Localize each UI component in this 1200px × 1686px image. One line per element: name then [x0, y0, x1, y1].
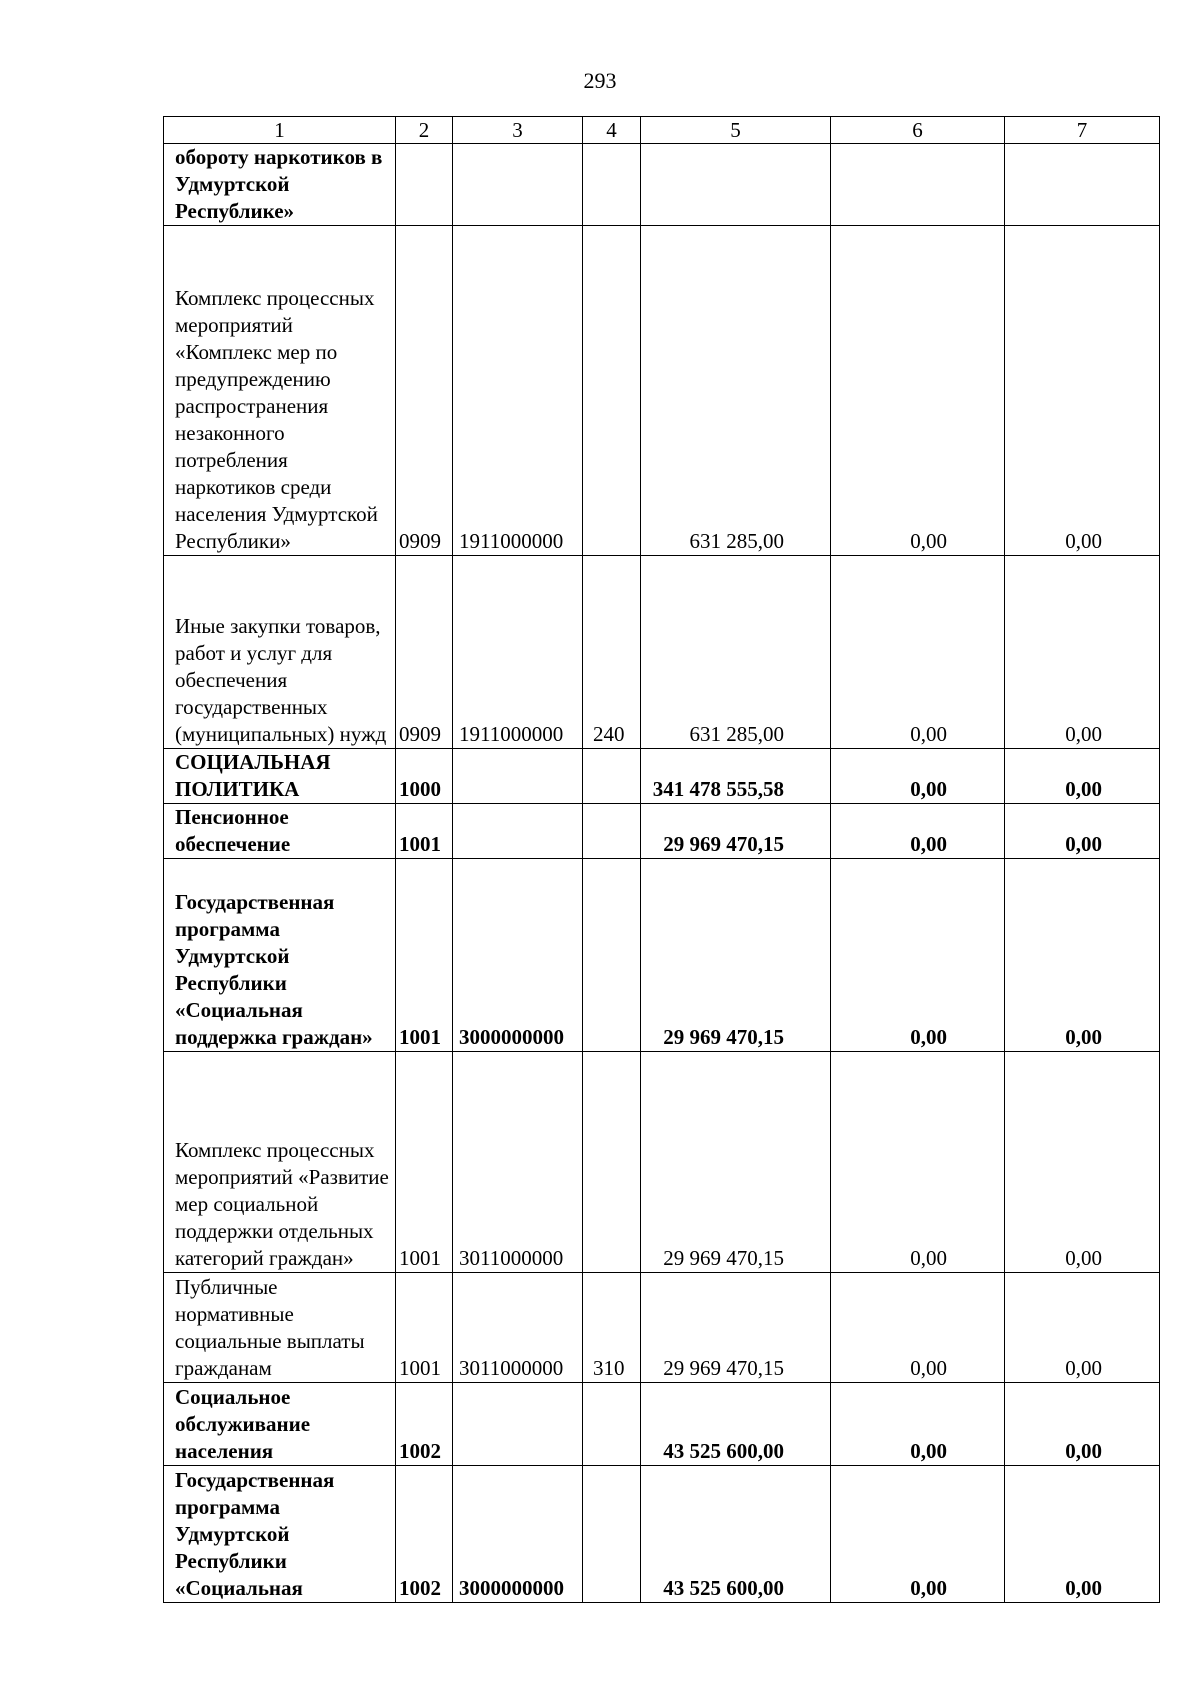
expense-type: 310: [583, 1273, 641, 1383]
section-code: 0909: [396, 226, 453, 556]
target-article: [453, 144, 583, 226]
expense-type: [583, 859, 641, 1052]
amount-col7: 0,00: [1005, 749, 1160, 804]
amount-col7: 0,00: [1005, 1273, 1160, 1383]
row-name: Комплекс процессных мероприятий «Развитие мер социальной поддержки отдельных категорий граждан»: [164, 1052, 396, 1273]
header-cell: 7: [1005, 117, 1160, 144]
section-code: 1001: [396, 1273, 453, 1383]
table-row: [164, 804, 1160, 859]
header-cell: 5: [641, 117, 831, 144]
table-row: [164, 859, 1160, 1052]
amount-col6: 0,00: [831, 804, 1005, 859]
amount-col5: 29 969 470,15: [641, 804, 831, 859]
table-row: [164, 556, 1160, 749]
amount-col7: 0,00: [1005, 804, 1160, 859]
amount-col6: 0,00: [831, 1052, 1005, 1273]
section-code: 1002: [396, 1466, 453, 1603]
section-code: [396, 144, 453, 226]
row-name: обороту наркотиков в Удмуртской Республике»: [164, 144, 396, 226]
row-name: Пенсионное обеспечение: [164, 804, 396, 859]
table-row: [164, 1052, 1160, 1273]
row-name: Государственная программа Удмуртской Республики «Социальная поддержка граждан»: [164, 859, 396, 1052]
page-number: 293: [583, 68, 617, 93]
target-article: 3000000000: [453, 859, 583, 1052]
budget-table: [163, 116, 1160, 1603]
expense-type: 240: [583, 556, 641, 749]
target-article: [453, 1383, 583, 1466]
section-code: 1000: [396, 749, 453, 804]
amount-col6: 0,00: [831, 1383, 1005, 1466]
section-code: 0909: [396, 556, 453, 749]
row-name: Иные закупки товаров, работ и услуг для обеспечения государственных (муниципальных) нужд: [164, 556, 396, 749]
table-row: [164, 226, 1160, 556]
expense-type: [583, 1052, 641, 1273]
expense-type: [583, 226, 641, 556]
expense-type: [583, 144, 641, 226]
amount-col5: 43 525 600,00: [641, 1466, 831, 1603]
target-article: [453, 749, 583, 804]
header-cell: 1: [164, 117, 396, 144]
header-cell: 6: [831, 117, 1005, 144]
amount-col7: 0,00: [1005, 556, 1160, 749]
amount-col7: 0,00: [1005, 1383, 1160, 1466]
amount-col5: 29 969 470,15: [641, 859, 831, 1052]
target-article: 3011000000: [453, 1052, 583, 1273]
amount-col5: 43 525 600,00: [641, 1383, 831, 1466]
amount-col7: [1005, 144, 1160, 226]
amount-col5: 631 285,00: [641, 556, 831, 749]
expense-type: [583, 1383, 641, 1466]
target-article: 3000000000: [453, 1466, 583, 1603]
amount-col7: 0,00: [1005, 1466, 1160, 1603]
expense-type: [583, 749, 641, 804]
target-article: 3011000000: [453, 1273, 583, 1383]
amount-col7: 0,00: [1005, 1052, 1160, 1273]
table-row: [164, 1466, 1160, 1603]
table-row: [164, 1383, 1160, 1466]
target-article: 1911000000: [453, 556, 583, 749]
row-name: Социальное обслуживание населения: [164, 1383, 396, 1466]
row-name: Государственная программа Удмуртской Республики «Социальная: [164, 1466, 396, 1603]
amount-col7: 0,00: [1005, 859, 1160, 1052]
row-name: СОЦИАЛЬНАЯ ПОЛИТИКА: [164, 749, 396, 804]
amount-col6: 0,00: [831, 556, 1005, 749]
row-name: Публичные нормативные социальные выплаты гражданам: [164, 1273, 396, 1383]
section-code: 1001: [396, 859, 453, 1052]
amount-col6: 0,00: [831, 1466, 1005, 1603]
amount-col5: 341 478 555,58: [641, 749, 831, 804]
amount-col5: 631 285,00: [641, 226, 831, 556]
amount-col6: 0,00: [831, 1273, 1005, 1383]
amount-col7: 0,00: [1005, 226, 1160, 556]
row-name: Комплекс процессных мероприятий «Комплекс мер по предупреждению распространения незаконного потребления наркотиков среди населения Удмуртской Республики»: [164, 226, 396, 556]
amount-col5: 29 969 470,15: [641, 1273, 831, 1383]
section-code: 1001: [396, 1052, 453, 1273]
header-cell: 2: [396, 117, 453, 144]
header-row: [164, 117, 1160, 144]
target-article: [453, 804, 583, 859]
amount-col6: 0,00: [831, 749, 1005, 804]
amount-col6: 0,00: [831, 226, 1005, 556]
table-row: [164, 749, 1160, 804]
table-row: [164, 144, 1160, 226]
expense-type: [583, 804, 641, 859]
header-cell: 3: [453, 117, 583, 144]
amount-col6: [831, 144, 1005, 226]
amount-col5: 29 969 470,15: [641, 1052, 831, 1273]
section-code: 1002: [396, 1383, 453, 1466]
header-cell: 4: [583, 117, 641, 144]
section-code: 1001: [396, 804, 453, 859]
target-article: 1911000000: [453, 226, 583, 556]
expense-type: [583, 1466, 641, 1603]
amount-col5: [641, 144, 831, 226]
table-row: [164, 1273, 1160, 1383]
amount-col6: 0,00: [831, 859, 1005, 1052]
